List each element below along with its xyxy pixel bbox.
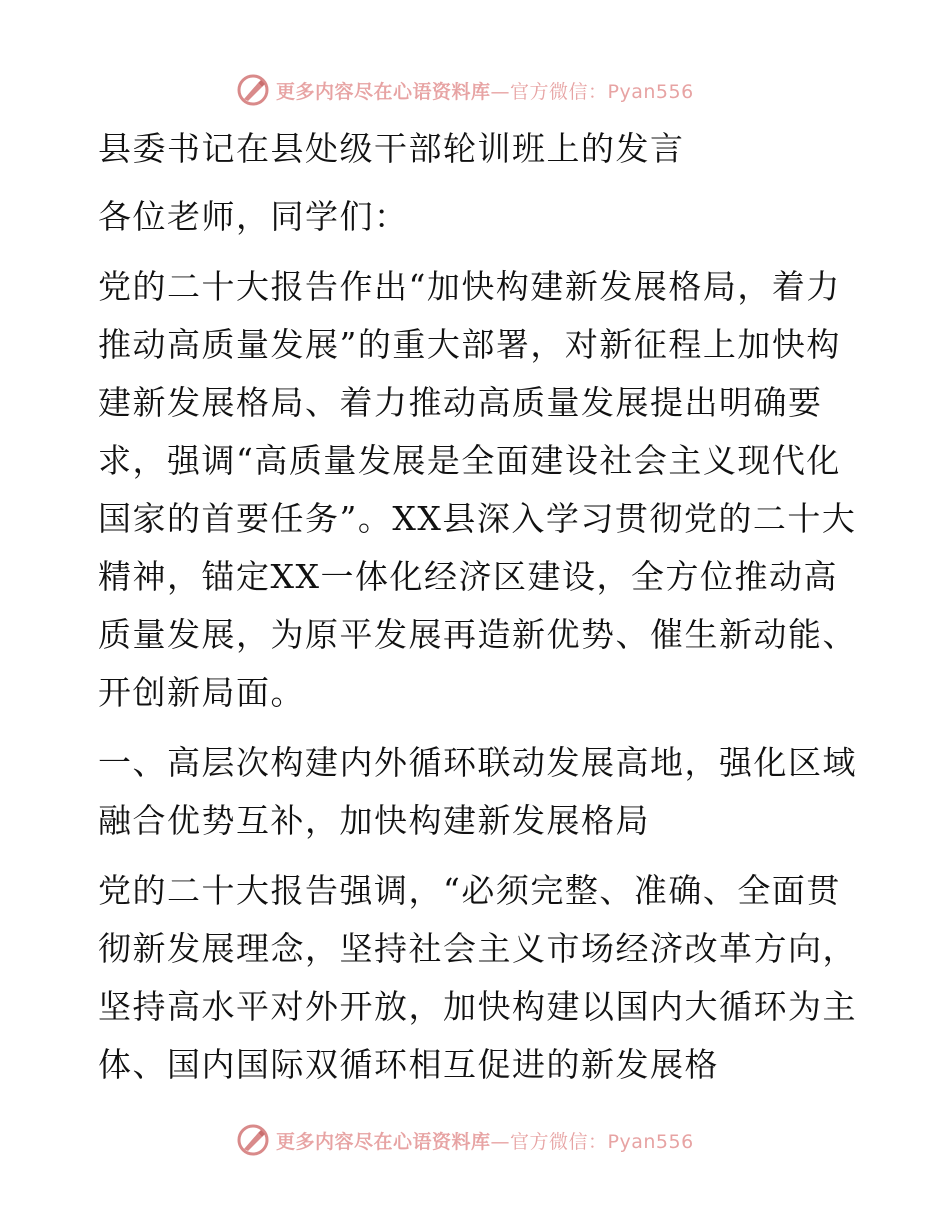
pen-logo-icon <box>236 1123 270 1157</box>
document-title: 县委书记在县处级干部轮训班上的发言 <box>98 129 685 168</box>
watermark-text: 更多内容尽在心语资料库 <box>276 1130 491 1153</box>
paragraph-section-1: 党的二十大报告强调，“必须完整、准确、全面贯彻新发展理念，坚持社会主义市场经济改革方向，坚持高水平对外开放，加快构建以国内大循环为主体、国内国际双循环相互促进的新发展格 <box>98 871 857 1084</box>
section-heading-1: 一、高层次构建内外循环联动发展高地，强化区域融合优势互补，加快构建新发展格局 <box>98 743 857 840</box>
pen-logo-icon <box>236 73 270 107</box>
watermark-text: 更多内容尽在心语资料库 <box>276 80 491 103</box>
footer-watermark <box>236 1120 756 1160</box>
document-body <box>98 120 868 1106</box>
watermark-suffix: —官方微信：Pyan556 <box>490 80 694 103</box>
watermark-suffix: —官方微信：Pyan556 <box>490 1130 694 1153</box>
header-watermark <box>236 70 756 110</box>
paragraph-intro: 党的二十大报告作出“加快构建新发展格局，着力推动高质量发展”的重大部署，对新征程上加快构建新发展格局、着力推动高质量发展提出明确要求，强调“高质量发展是全面建设社会主义现代化国家的首要任务”。XX县深入学习贯彻党的二十大精神，锚定XX一体化经济区建设，全方位推动高质量发展，为原平发展再造新优势、催生新动能、开创新局面。 <box>98 267 857 712</box>
salutation: 各位老师，同学们： <box>98 197 409 236</box>
